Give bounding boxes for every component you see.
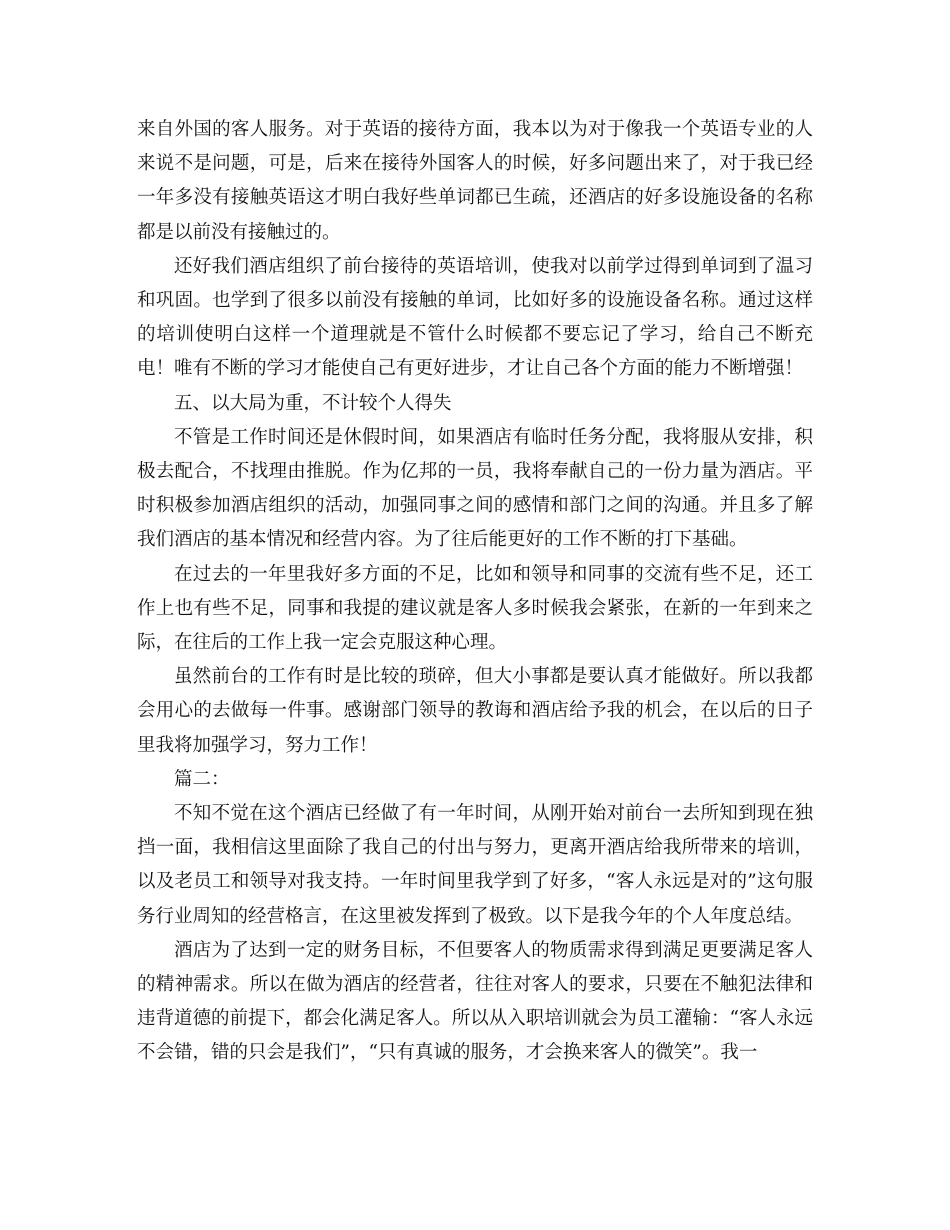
paragraph-7: 酒店为了达到一定的财务目标，不但要客人的物质需求得到满足更要满足客人的精神需求。所以在做为酒店的经营者，往往对客人的要求，只要在不触犯法律和违背道德的前提下，都会化满足客人。所以从入职培训就会为员工灌输：“客人永远不会错，错的只会是我们”，“只有真诚的服务，才会换来客人的微笑”。我一 (137, 939, 813, 1064)
paragraph-3: 不管是工作时间还是休假时间，如果酒店有临时任务分配，我将服从安排，积极去配合，不找理由推脱。作为亿邦的一员，我将奉献自己的一份力量为酒店。平时积极参加酒店组织的活动，加强同事之间的感情和部门之间的沟通。并且多了解我们酒店的基本情况和经营内容。为了往后能更好的工作不断的打下基础。 (137, 426, 813, 551)
paragraph-1: 来自外国的客人服务。对于英语的接待方面，我本以为对于像我一个英语专业的人来说不是问题，可是，后来在接待外国客人的时候，好多问题出来了，对于我已经一年多没有接触英语这才明白我好些单词都已生疏，还酒店的好多设施设备的名称都是以前没有接触过的。 (137, 119, 813, 243)
paragraph-6: 不知不觉在这个酒店已经做了有一年时间，从刚开始对前台一去所知到现在独挡一面，我相信这里面除了我自己的付出与努力，更离开酒店给我所带来的培训，以及老员工和领导对我支持。一年时间里我学到了好多，“客人永远是对的”这句服务行业周知的经营格言，在这里被发挥到了极致。以下是我今年的个人年度总结。 (137, 803, 813, 927)
section-heading-5: 五、以大局为重，不计较个人得失 (174, 392, 452, 414)
paragraph-4: 在过去的一年里我好多方面的不足，比如和领导和同事的交流有些不足，还工作上也有些不足，同事和我提的建议就是客人多时候我会紧张，在新的一年到来之际，在往后的工作上我一定会克服这种心理。 (137, 563, 813, 654)
section-heading-part2: 篇二： (174, 768, 230, 790)
paragraph-5: 虽然前台的工作有时是比较的琐碎，但大小事都是要认真才能做好。所以我都会用心的去做每一件事。感谢部门领导的教诲和酒店给予我的机会，在以后的日子里我将加强学习，努力工作！ (137, 666, 813, 756)
paragraph-2: 还好我们酒店组织了前台接待的英语培训，使我对以前学过得到单词到了温习和巩固。也学到了很多以前没有接触的单词，比如好多的设施设备名称。通过这样的培训使明白这样一个道理就是不管什么时候都不要忘记了学习，给自己不断充电！唯有不断的学习才能使自己有更好进步，才让自己各个方面的能力不断增强！ (137, 255, 813, 380)
document-page (137, 113, 813, 1071)
